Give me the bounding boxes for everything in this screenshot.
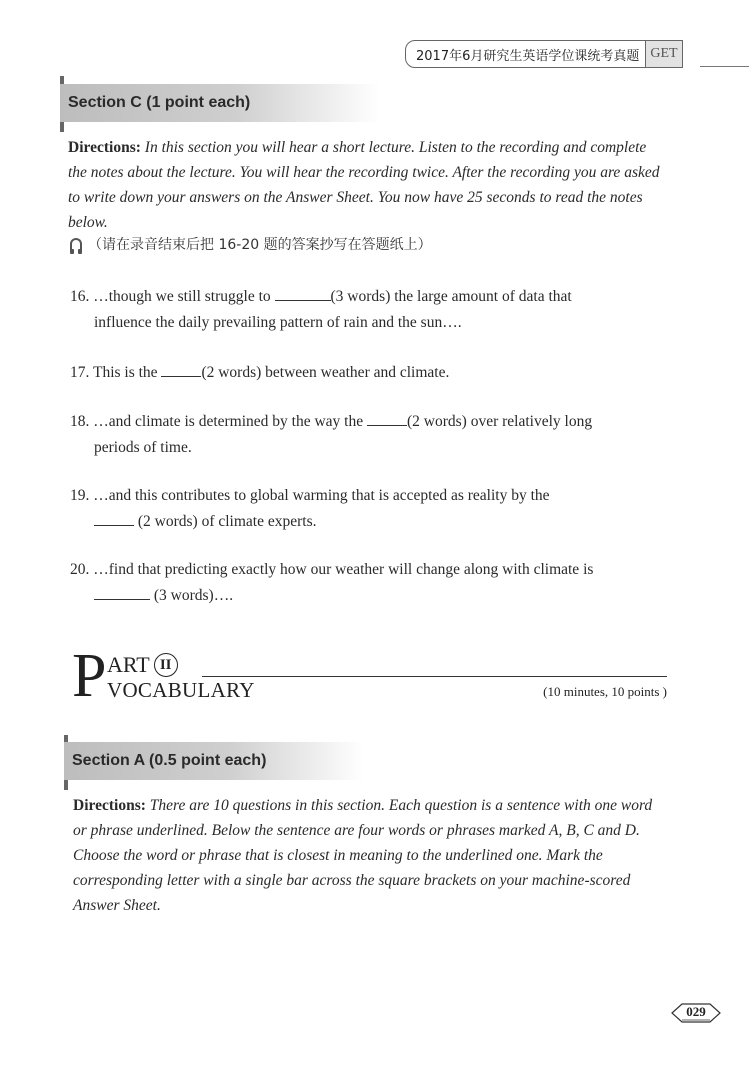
question-text: (3 words)…. bbox=[150, 587, 234, 604]
note-text: （请在录音结束后把 16-20 题的答案抄写在答题纸上） bbox=[88, 237, 432, 253]
question-number: 19. bbox=[70, 487, 90, 504]
answer-blank[interactable] bbox=[94, 511, 134, 526]
question-continuation: periods of time. bbox=[94, 439, 192, 456]
page-number bbox=[670, 1001, 722, 1025]
header-rule bbox=[700, 66, 749, 67]
question-text: (2 words) between weather and climate. bbox=[201, 364, 450, 381]
question-number: 16. bbox=[70, 288, 90, 305]
question-text: (2 words) of climate experts. bbox=[134, 513, 317, 530]
question-text: …though we still struggle to bbox=[93, 288, 275, 305]
band-marker bbox=[64, 780, 68, 790]
section-c-directions bbox=[68, 135, 664, 235]
directions-label: Directions: bbox=[73, 797, 146, 814]
question-continuation: influence the daily prevailing pattern of rain and the sun…. bbox=[94, 314, 462, 331]
question-text: This is the bbox=[92, 364, 162, 381]
part-heading bbox=[72, 642, 667, 710]
page-number-text: 029 bbox=[686, 1004, 706, 1019]
question-19 bbox=[70, 483, 664, 535]
question-text: …and climate is determined by the way the bbox=[93, 413, 367, 430]
question-number: 20. bbox=[70, 561, 90, 578]
part-meta: (10 minutes, 10 points ) bbox=[543, 684, 667, 699]
part-initial: P bbox=[72, 642, 107, 710]
part-numeral: II bbox=[154, 653, 178, 677]
question-20 bbox=[70, 557, 664, 609]
part-title: VOCABULARY bbox=[107, 678, 255, 702]
section-c-title: Section C (1 point each) bbox=[68, 94, 251, 111]
part-rule bbox=[202, 676, 667, 677]
question-continuation bbox=[70, 583, 664, 609]
question-text: (3 words) the large amount of data that bbox=[330, 288, 572, 305]
question-text: …find that predicting exactly how our weather will change along with climate is bbox=[93, 561, 594, 578]
question-text: …and this contributes to global warming that is accepted as reality by the bbox=[93, 487, 550, 504]
answer-blank[interactable] bbox=[367, 411, 407, 426]
section-a-heading bbox=[64, 742, 364, 780]
headphone-icon bbox=[70, 238, 82, 250]
section-a-directions bbox=[73, 793, 667, 918]
instruction-note bbox=[70, 234, 432, 254]
question-text: (2 words) over relatively long bbox=[407, 413, 593, 430]
section-c-heading bbox=[60, 84, 380, 122]
directions-text: There are 10 questions in this section. Each question is a sentence with one word or phrase underlined. Below the sentence are four words or phrases marked A, B, C and D. Choose the word or phrase that is closest in meaning to the underlined one. Mark the corresponding letter with a single bar across the square brackets on your machine-scored Answer Sheet. bbox=[73, 797, 653, 914]
question-number: 17. bbox=[70, 364, 90, 381]
question-18 bbox=[70, 409, 664, 461]
header-badge: GET bbox=[645, 41, 681, 67]
directions-label: Directions: bbox=[68, 139, 141, 156]
answer-blank[interactable] bbox=[94, 585, 150, 600]
band-marker bbox=[60, 122, 64, 132]
running-header bbox=[405, 40, 683, 68]
header-title: 2017年6月研究生英语学位课统考真题 bbox=[416, 48, 640, 64]
part-label bbox=[107, 652, 178, 678]
question-continuation bbox=[70, 509, 664, 535]
question-number: 18. bbox=[70, 413, 90, 430]
section-a-title: Section A (0.5 point each) bbox=[72, 752, 267, 769]
question-16 bbox=[70, 284, 664, 336]
answer-blank[interactable] bbox=[275, 286, 331, 301]
answer-blank[interactable] bbox=[161, 362, 201, 377]
question-17 bbox=[70, 360, 664, 386]
directions-text: In this section you will hear a short lecture. Listen to the recording and complete the notes about the lecture. You will hear the recording twice. After the recording you are asked to write down your answers on the Answer Sheet. You now have 25 seconds to read the notes below. bbox=[68, 139, 660, 231]
part-word: ART bbox=[107, 652, 150, 677]
